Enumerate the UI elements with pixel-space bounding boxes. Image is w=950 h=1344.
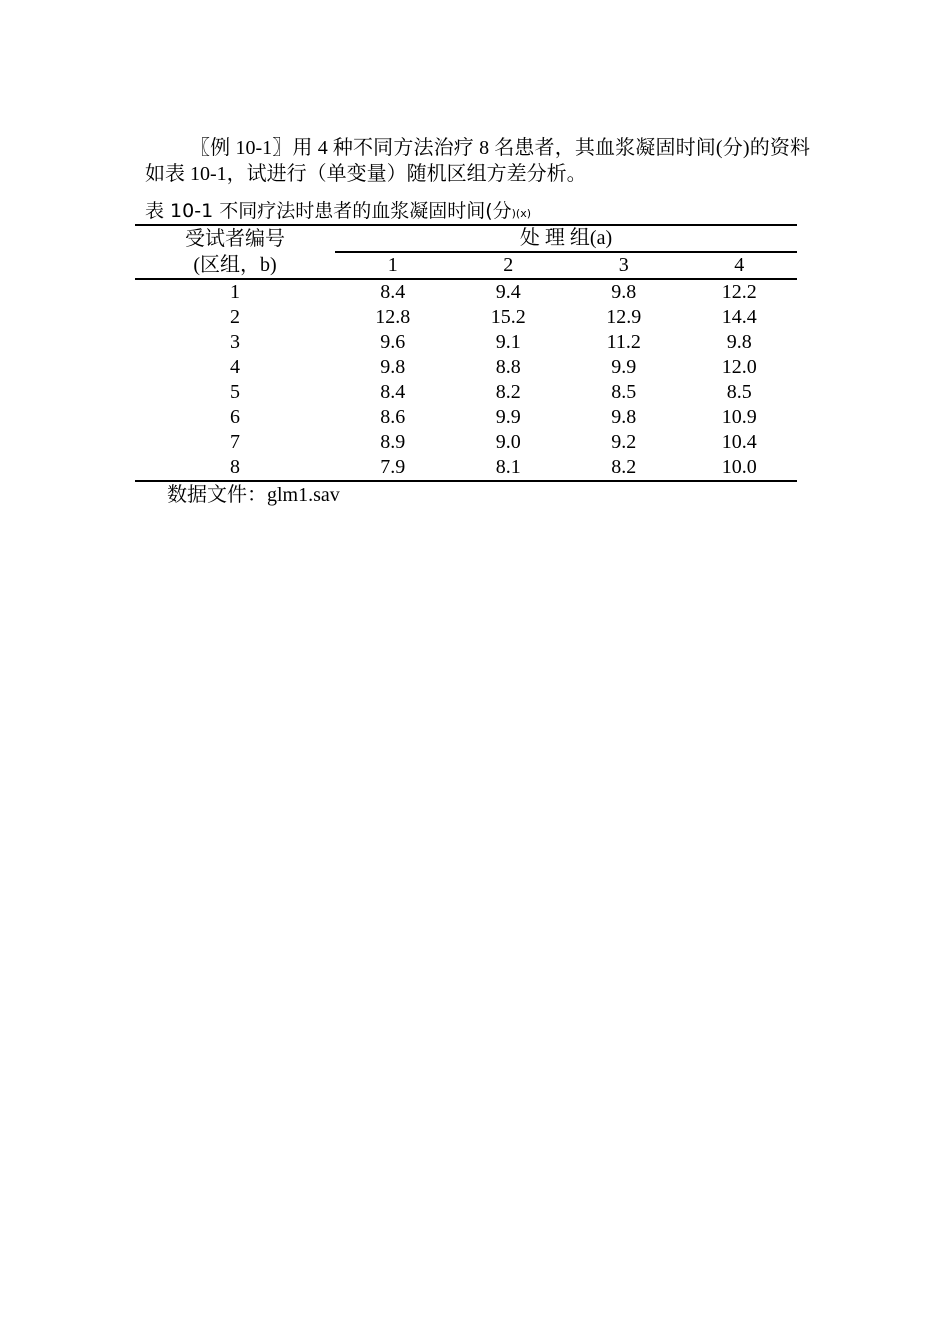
table-cell: 9.0 [495, 431, 521, 453]
table-row [135, 330, 797, 355]
table-row [135, 405, 797, 430]
table-cell: 11.2 [606, 331, 641, 353]
table-cell: 9.8 [380, 356, 406, 378]
table-cell: 10.9 [721, 406, 757, 428]
table-row [135, 305, 797, 330]
table-row [135, 279, 797, 305]
table-cell: 12.2 [721, 281, 757, 303]
table-cell: 8.2 [495, 381, 521, 403]
row-id-cell: 4 [230, 356, 240, 378]
table-cell: 10.4 [721, 431, 757, 453]
table-cell: 8.2 [566, 455, 682, 481]
table-cell: 12.0 [721, 356, 757, 378]
row-id-cell: 6 [230, 406, 240, 428]
table-row [135, 380, 797, 405]
table-cell: 14.4 [721, 306, 757, 328]
table-cell: 8.4 [380, 281, 406, 303]
stub-header-line1: 受试者编号 [135, 225, 335, 252]
table-cell: 8.9 [380, 431, 406, 453]
intro-paragraph: 〖例 10-1〗用 4 种不同方法治疗 8 名患者，其血浆凝固时间(分)的资料如表 10-1，试进行（单变量）随机区组方差分析。 [145, 137, 810, 185]
table-cell: 9.2 [611, 431, 637, 453]
stub-header-line2: (区组，b) [135, 252, 335, 279]
row-id-cell: 5 [230, 381, 240, 403]
column-header: 1 [335, 252, 451, 279]
table-row [135, 430, 797, 455]
table-cell: 9.8 [611, 281, 637, 303]
table-cell: 9.9 [495, 406, 521, 428]
table-cell: 8.5 [611, 381, 637, 403]
table-cell: 8.1 [451, 455, 567, 481]
table-row [135, 355, 797, 380]
table-cell: 9.8 [726, 331, 752, 353]
table-cell: 10.0 [682, 455, 798, 481]
row-id-cell: 3 [230, 331, 240, 353]
column-header: 4 [682, 252, 798, 279]
table-row [135, 455, 797, 481]
table-header-row-2 [135, 252, 797, 279]
table-cell: 9.1 [495, 331, 521, 353]
table-caption-sub: )(x) [511, 207, 532, 220]
data-table [135, 224, 797, 482]
column-header: 3 [566, 252, 682, 279]
table-cell: 8.5 [726, 381, 752, 403]
table-cell: 9.8 [611, 406, 637, 428]
table-cell: 12.9 [606, 306, 642, 328]
row-id-cell: 7 [230, 431, 240, 453]
data-file-note: 数据文件：glm1.sav [167, 484, 340, 506]
row-id-cell: 8 [135, 455, 335, 481]
group-header: 处 理 组(a) [335, 225, 797, 252]
table-caption-main: 表 10-1 不同疗法时患者的血浆凝固时间(分 [145, 200, 512, 222]
table-cell: 9.9 [611, 356, 637, 378]
table-cell: 7.9 [335, 455, 451, 481]
column-header: 2 [451, 252, 567, 279]
table-header-row-1 [135, 225, 797, 252]
table-cell: 8.4 [380, 381, 406, 403]
table-cell: 9.6 [380, 331, 406, 353]
table-cell: 8.8 [495, 356, 521, 378]
table-caption [145, 198, 531, 227]
row-id-cell: 2 [230, 306, 240, 328]
table-cell: 8.6 [380, 406, 406, 428]
table-cell: 12.8 [375, 306, 411, 328]
table-cell: 15.2 [490, 306, 526, 328]
table-cell: 9.4 [495, 281, 521, 303]
data-table-wrapper [135, 224, 797, 482]
row-id-cell: 1 [230, 281, 240, 303]
